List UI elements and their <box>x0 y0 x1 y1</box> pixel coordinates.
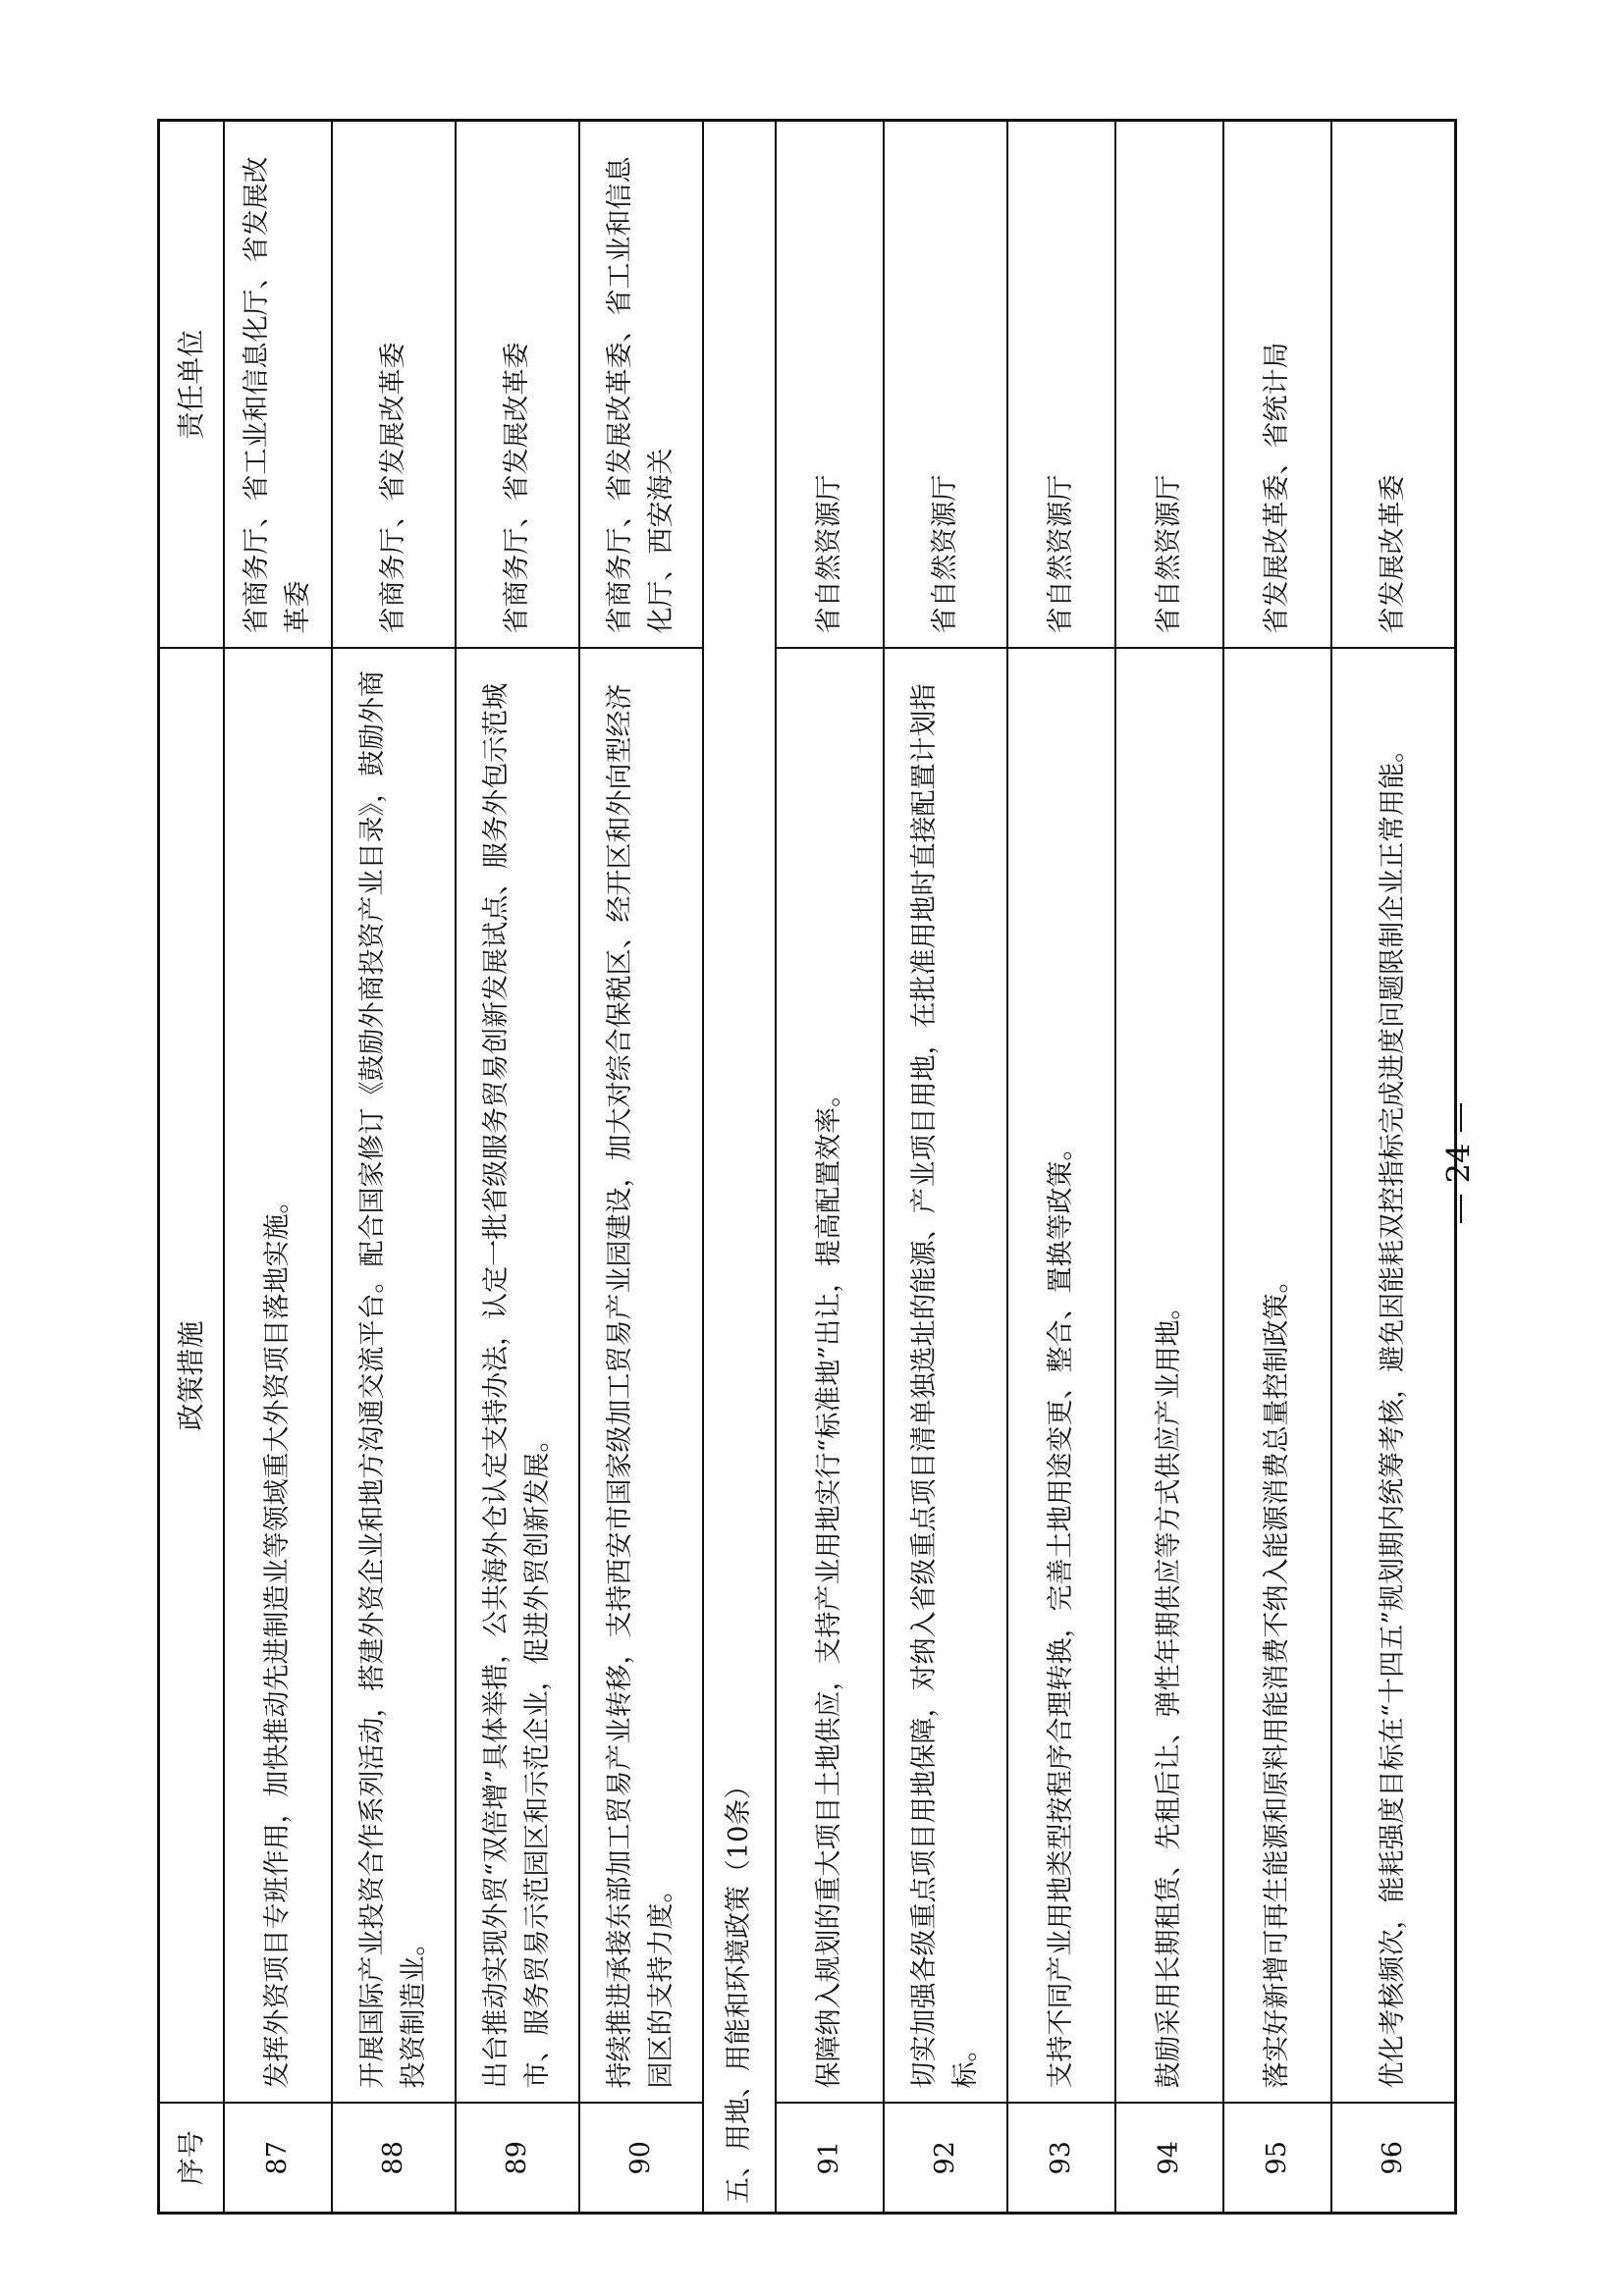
row-unit: 省自然资源厅 <box>776 121 884 649</box>
table-row <box>1007 121 1115 2214</box>
header-unit: 责任单位 <box>159 121 225 649</box>
row-measure: 出台推动实现外贸“双倍增”具体举措，公共海外仓认定支持办法，认定一批省级服务贸易创新发展试点、服务外包示范城市、服务贸易示范园区和示范企业，促进外贸创新发展。 <box>456 649 579 2104</box>
row-measure: 优化考核频次，能耗强度目标在“十四五”规划期内统筹考核，避免因能耗双控指标完成进度问题限制企业正常用能。 <box>1331 649 1456 2104</box>
table-row <box>1115 121 1223 2214</box>
table-row <box>224 121 332 2214</box>
row-number: 92 <box>884 2104 1007 2214</box>
row-number: 96 <box>1331 2104 1456 2214</box>
row-measure: 开展国际产业投资合作系列活动，搭建外资企业和地方沟通交流平台。配合国家修订《鼓励外商投资产业目录》，鼓励外商投资制造业。 <box>332 649 456 2104</box>
header-number: 序号 <box>159 2104 225 2214</box>
row-measure: 切实加强各级重点项目用地保障，对纳入省级重点项目清单独选址的能源、产业项目用地，在批准用地时直接配置计划指标。 <box>884 649 1007 2104</box>
table-row <box>776 121 884 2214</box>
row-number: 87 <box>224 2104 332 2214</box>
row-number: 90 <box>579 2104 703 2214</box>
policy-table <box>157 119 1457 2215</box>
section-row <box>703 121 776 2214</box>
row-measure: 保障纳入规划的重大项目土地供应，支持产业用地实行“标准地”出让，提高配置效率。 <box>776 649 884 2104</box>
row-unit: 省发展改革委、省统计局 <box>1223 121 1331 649</box>
row-number: 89 <box>456 2104 579 2214</box>
table-header-row <box>159 121 225 2214</box>
row-unit: 省发展改革委 <box>1331 121 1456 649</box>
row-unit: 省自然资源厅 <box>1115 121 1223 649</box>
row-unit: 省商务厅、省工业和信息化厅、省发展改革委 <box>224 121 332 649</box>
row-unit: 省商务厅、省发展改革委 <box>456 121 579 649</box>
rotated-table-container <box>157 122 1473 2215</box>
row-measure: 持续推进承接东部加工贸易产业转移，支持西安市国家级加工贸易产业园建设，加大对综合保税区、经开区和外向型经济园区的支持力度。 <box>579 649 703 2104</box>
row-number: 91 <box>776 2104 884 2214</box>
table-row <box>884 121 1007 2214</box>
page-number-text: — 24 — <box>1440 1101 1478 1225</box>
row-unit: 省自然资源厅 <box>884 121 1007 649</box>
row-number: 93 <box>1007 2104 1115 2214</box>
table-row <box>579 121 703 2214</box>
row-measure: 鼓励采用长期租赁、先租后让、弹性年期供应等方式供应产业用地。 <box>1115 649 1223 2104</box>
row-measure: 支持不同产业用地类型按程序合理转换，完善土地用途变更、整合、置换等政策。 <box>1007 649 1115 2104</box>
row-measure: 发挥外资项目专班作用，加快推动先进制造业等领域重大外资项目落地实施。 <box>224 649 332 2104</box>
row-number: 95 <box>1223 2104 1331 2214</box>
row-measure: 落实好新增可再生能源和原料用能消费不纳入能源消费总量控制政策。 <box>1223 649 1331 2104</box>
row-unit: 省商务厅、省发展改革委 <box>332 121 456 649</box>
table-row <box>456 121 579 2214</box>
row-number: 88 <box>332 2104 456 2214</box>
row-unit: 省商务厅、省发展改革委、省工业和信息化厅、西安海关 <box>579 121 703 649</box>
header-measure: 政策措施 <box>159 649 225 2104</box>
row-number: 94 <box>1115 2104 1223 2214</box>
row-unit: 省自然资源厅 <box>1007 121 1115 649</box>
table-row <box>332 121 456 2214</box>
page-number <box>1430 1090 1489 1237</box>
section-title: 五、用地、用能和环境政策（10条） <box>703 121 776 2214</box>
table-row <box>1223 121 1331 2214</box>
